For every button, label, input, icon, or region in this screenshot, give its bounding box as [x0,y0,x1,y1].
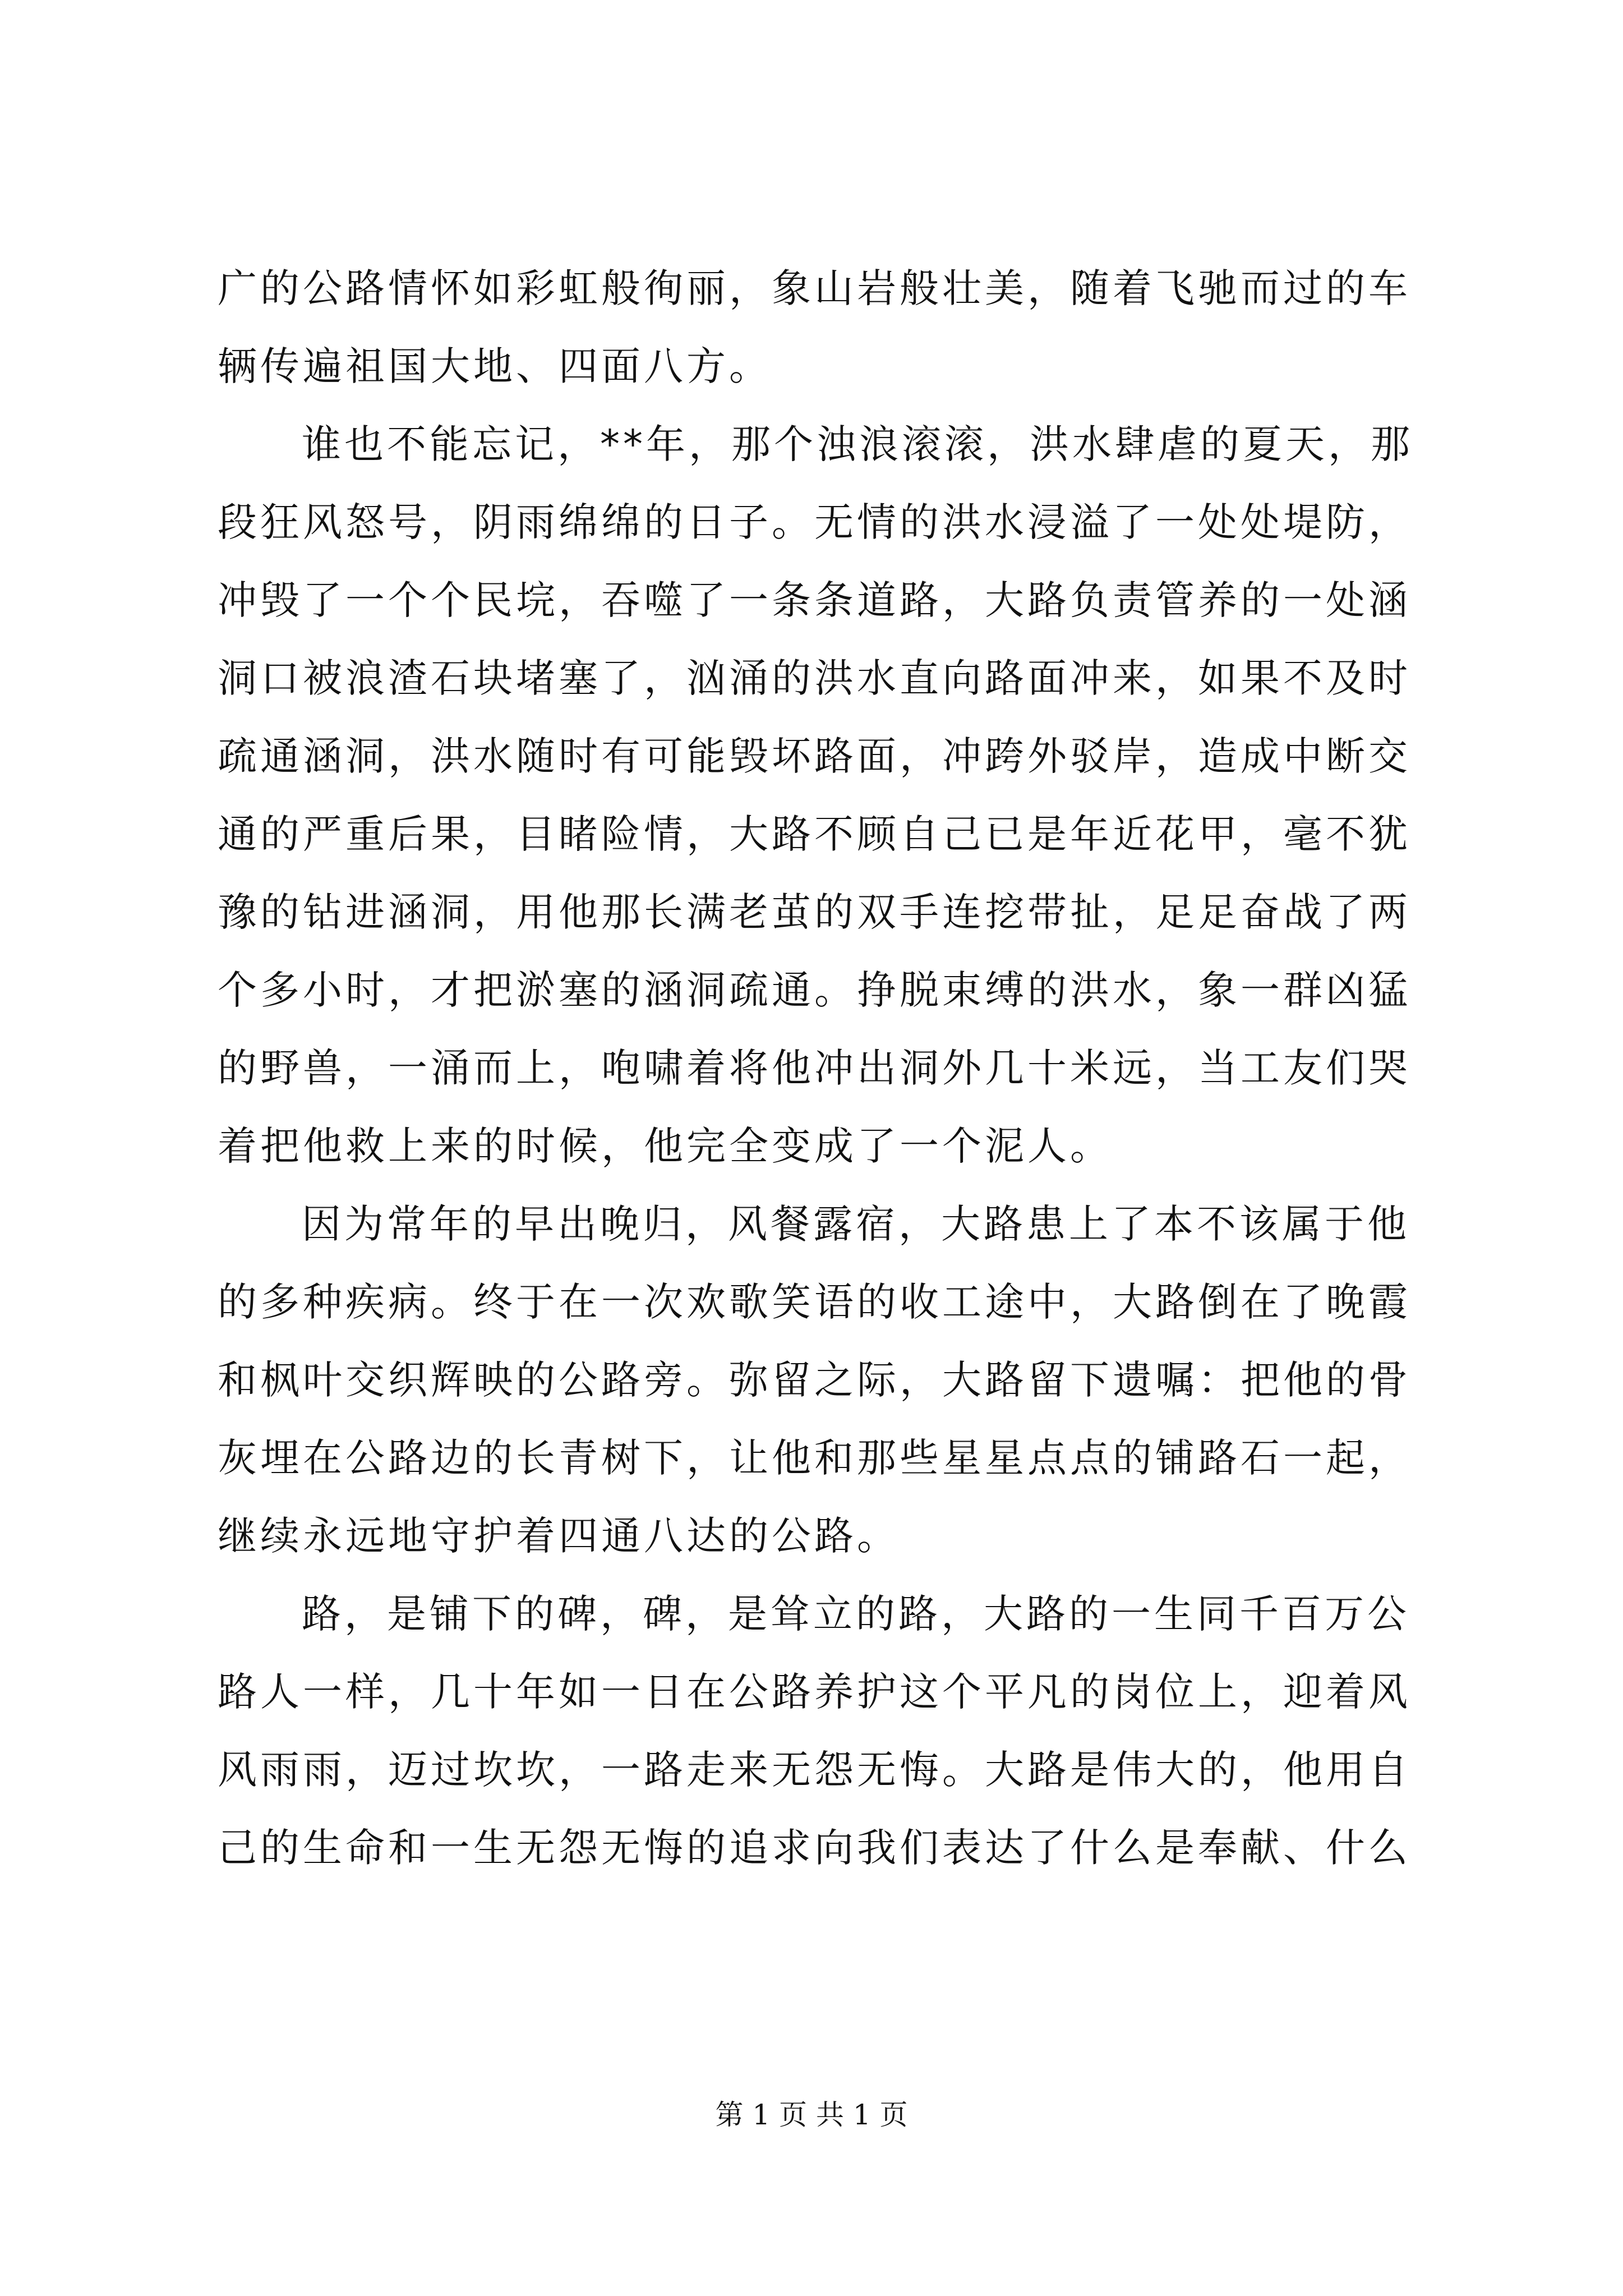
paragraph-2-line-3: 冲毁了一个个民垸，吞噬了一条条道路，大路负责管养的一处涵 [218,577,1411,623]
paragraph-2-line-10: 着把他救上来的时候，他完全变成了一个泥人。 [218,1123,1113,1169]
paragraph-2-line-6: 通的严重后果，目睹险情，大路不顾自己已是年近花甲，毫不犹 [218,811,1411,857]
paragraph-2-line-7: 豫的钻进涵洞，用他那长满老茧的双手连挖带扯，足足奋战了两 [218,889,1411,935]
paragraph-2-line-5: 疏通涵洞，洪水随时有可能毁坏路面，冲跨外驳岸，造成中断交 [218,733,1411,779]
page-number-footer: 第 1 页 共 1 页 [715,2099,908,2131]
paragraph-2-line-2: 段狂风怒号，阴雨绵绵的日子。无情的洪水浸溢了一处处堤防， [218,499,1411,545]
paragraph-2-line-1: 谁也不能忘记，**年，那个浊浪滚滚，洪水肆虐的夏天，那 [302,421,1413,467]
paragraph-3-line-4: 灰埋在公路边的长青树下，让他和那些星星点点的铺路石一起， [218,1435,1411,1481]
paragraph-3-line-5: 继续永远地守护着四通八达的公路。 [218,1513,900,1559]
paragraph-2-line-9: 的野兽，一涌而上，咆啸着将他冲出洞外几十米远，当工友们哭 [218,1045,1411,1091]
paragraph-3-line-1: 因为常年的早出晚归，风餐露宿，大路患上了本不该属于他 [302,1201,1410,1247]
paragraph-1-line-1: 广的公路情怀如彩虹般徇丽，象山岩般壮美，随着飞驰而过的车 [218,265,1411,311]
paragraph-4-line-3: 风雨雨，迈过坎坎，一路走来无怨无悔。大路是伟大的，他用自 [218,1747,1411,1793]
paragraph-3-line-2: 的多种疾病。终于在一次欢歌笑语的收工途中，大路倒在了晚霞 [218,1279,1411,1325]
paragraph-4-line-4: 己的生命和一生无怨无悔的追求向我们表达了什么是奉献、什么 [218,1825,1411,1871]
paragraph-2-line-8: 个多小时，才把淤塞的涵洞疏通。挣脱束缚的洪水，象一群凶猛 [218,967,1411,1013]
paragraph-2-line-4: 洞口被浪渣石块堵塞了，汹涌的洪水直向路面冲来，如果不及时 [218,655,1411,701]
paragraph-3-line-3: 和枫叶交织辉映的公路旁。弥留之际，大路留下遗嘱：把他的骨 [218,1357,1411,1403]
paragraph-4-line-1: 路，是铺下的碑，碑，是耸立的路，大路的一生同千百万公 [302,1591,1410,1637]
paragraph-1-line-2: 辆传遍祖国大地、四面八方。 [218,343,772,389]
paragraph-4-line-2: 路人一样，几十年如一日在公路养护这个平凡的岗位上，迎着风 [218,1669,1411,1715]
